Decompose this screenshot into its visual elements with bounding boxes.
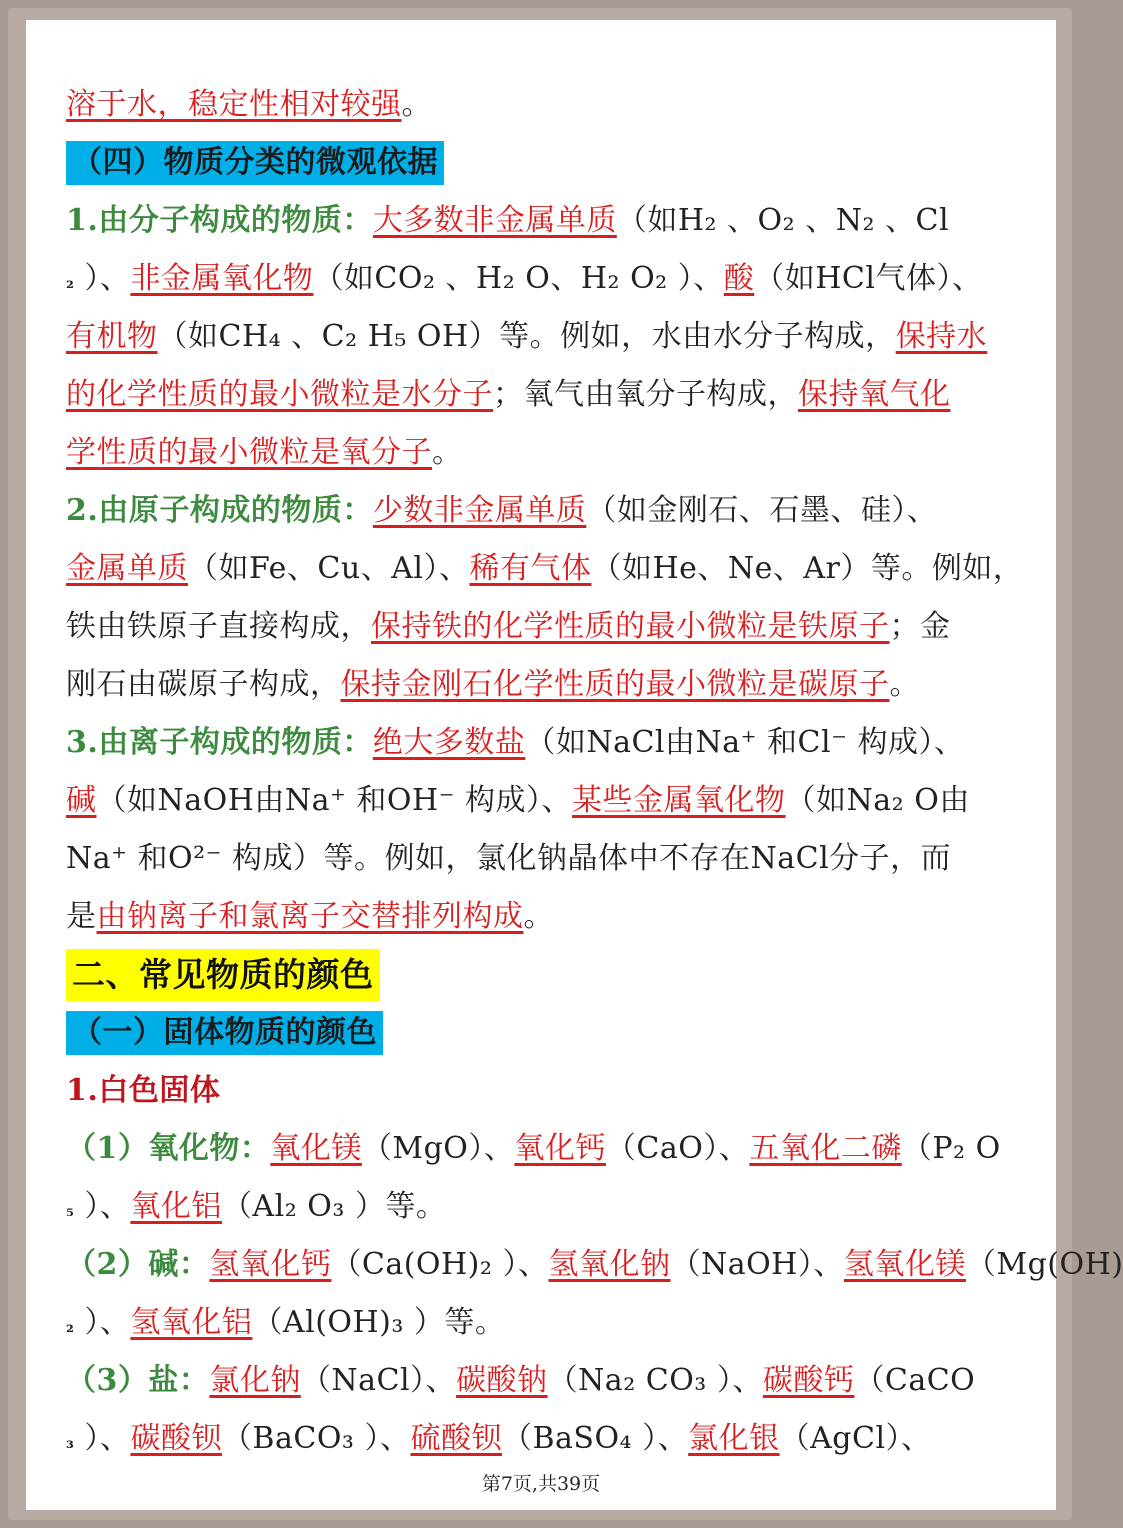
text-run: （CaCO [854,1363,976,1398]
text-run: ）、 [74,261,131,296]
key-point: 大多数非金属单质 [372,203,617,238]
text-run: （如H₂ 、O₂ 、N₂ 、Cl [616,203,950,238]
text-line [66,134,1016,192]
key-point: 氧化镁 [270,1131,362,1166]
key-point: 碳酸钡 [130,1421,222,1456]
text-run: ₅ [66,1200,75,1221]
key-point: 酸 [723,261,755,296]
key-point: 五氧化二磷 [749,1131,902,1166]
text-line [66,1294,1016,1352]
key-point: 金属单质 [66,551,188,586]
key-point: 保持铁的化学性质的最小微粒是铁原子 [371,609,890,644]
text-line [66,308,1016,366]
text-run: （如HCl气体）、 [754,261,983,296]
text-run: （如He、Ne、Ar）等。例如， [591,551,1024,586]
text-line [66,1120,1016,1178]
key-point: 氧化钙 [514,1131,606,1166]
text-line [66,1004,1016,1062]
key-point: 保持水 [895,319,988,354]
text-line [66,772,1016,830]
chapter-heading: 二、常见物质的颜色 [66,949,380,1001]
section-heading: （一）固体物质的颜色 [66,1011,383,1055]
key-point: 碱 [66,783,97,818]
text-line [66,1352,1016,1410]
key-point: 硫酸钡 [410,1421,502,1456]
document-page [26,20,1123,1510]
key-point: 氢氧化钙 [209,1247,332,1282]
text-run: 。 [523,899,554,934]
text-run: （如CH₄ 、C₂ H₅ OH）等。例如，水由水分子构成， [157,319,896,354]
text-line [66,424,1016,482]
text-run: （Al₂ O₃ ）等。 [221,1189,447,1224]
text-line [66,250,1016,308]
key-point: 少数非金属单质 [372,493,587,528]
text-run: ₂ [66,1316,75,1337]
key-point: 稀有气体 [469,551,592,586]
item-heading: （1）氧化物： [66,1131,271,1166]
key-point: 的化学性质的最小微粒是水分子 [66,377,493,412]
key-point: 绝大多数盐 [372,725,526,760]
text-run: （如NaOH由Na⁺ 和OH⁻ 构成）、 [96,783,573,818]
key-point: 有机物 [66,319,158,354]
key-point: 氢氧化镁 [843,1247,966,1282]
item-heading: 3.由离子构成的物质： [66,725,373,760]
text-run: ₃ [66,1432,75,1453]
text-run: ）、 [74,1189,131,1224]
section-heading: （四）物质分类的微观依据 [66,141,444,185]
text-run: （Mg(OH) [965,1247,1123,1282]
key-point: 氧化铝 [130,1189,222,1224]
text-run: ；氧气由氧分子构成， [493,377,798,412]
text-run: ₂ [66,272,75,293]
text-line [66,656,1016,714]
text-run: （P₂ O [901,1131,1001,1166]
text-run: ；金 [889,609,951,644]
key-point: 某些金属氧化物 [572,783,786,818]
key-point: 碳酸钙 [762,1363,855,1398]
text-run: ）、 [74,1421,131,1456]
text-run: 铁由铁原子直接构成， [66,609,371,644]
text-run: （BaCO₃ ）、 [221,1421,411,1456]
text-run: （BaSO₄ ）、 [501,1421,689,1456]
text-line [66,1236,1123,1294]
text-line [66,1062,1016,1120]
key-point: 氢氧化铝 [130,1305,253,1340]
text-line [66,76,1016,134]
key-point: 氢氧化钠 [548,1247,671,1282]
item-heading: 1.由分子构成的物质： [66,203,373,238]
document-content [66,76,1123,1468]
text-run: （NaCl）、 [300,1363,457,1398]
text-line [66,946,1016,1004]
text-run: （Al(OH)₃ ）等。 [252,1305,506,1340]
key-point: 保持氧气化 [798,377,951,412]
text-run: （如NaCl由Na⁺ 和Cl⁻ 构成）、 [525,725,965,760]
subsection-heading: 1.白色固体 [66,1073,221,1108]
text-run: 。 [889,667,920,702]
key-point: 氯化银 [688,1421,780,1456]
text-line [66,366,1016,424]
key-point: 保持金刚石化学性质的最小微粒是碳原子 [340,667,890,702]
text-line [66,1178,1016,1236]
text-line [66,540,1024,598]
text-run: Na⁺ 和O²⁻ 构成）等。例如，氯化钠晶体中不存在NaCl分子，而 [66,841,952,876]
text-run: （NaOH）、 [670,1247,844,1282]
text-line [66,714,1016,772]
text-run: 是 [66,899,97,934]
item-heading: （3）盐： [66,1363,210,1398]
text-line [66,888,1016,946]
text-line [66,830,1016,888]
key-point: 学性质的最小微粒是氧分子 [66,435,432,470]
text-line [66,1410,1016,1468]
text-line [66,192,1016,250]
text-run: （如Na₂ O由 [785,783,970,818]
text-line [66,598,1016,656]
text-run: （如Fe、Cu、Al）、 [188,551,470,586]
text-run: 。 [432,435,463,470]
key-point: 由钠离子和氯离子交替排列构成 [96,899,524,934]
text-line [66,482,1016,540]
text-run: （Ca(OH)₂ ）、 [331,1247,549,1282]
key-point: 碳酸钠 [456,1363,548,1398]
text-run: （如金刚石、石墨、硅）、 [586,493,938,528]
text-run: （Na₂ CO₃ ）、 [547,1363,763,1398]
text-run: （MgO）、 [361,1131,515,1166]
key-point: 氯化钠 [209,1363,301,1398]
key-point: 溶于水，稳定性相对较强 [66,87,402,122]
key-point: 非金属氧化物 [130,261,314,296]
text-run: （CaO）、 [605,1131,750,1166]
text-run: （如CO₂ 、H₂ O、H₂ O₂ ）、 [313,261,724,296]
text-run: 刚石由碳原子构成， [66,667,341,702]
item-heading: 2.由原子构成的物质： [66,493,373,528]
text-run: （AgCl）、 [779,1421,932,1456]
text-run: ）、 [74,1305,131,1340]
text-run: 。 [401,87,432,122]
item-heading: （2）碱： [66,1247,210,1282]
page-footer: 第7页,共39页 [481,1473,601,1495]
